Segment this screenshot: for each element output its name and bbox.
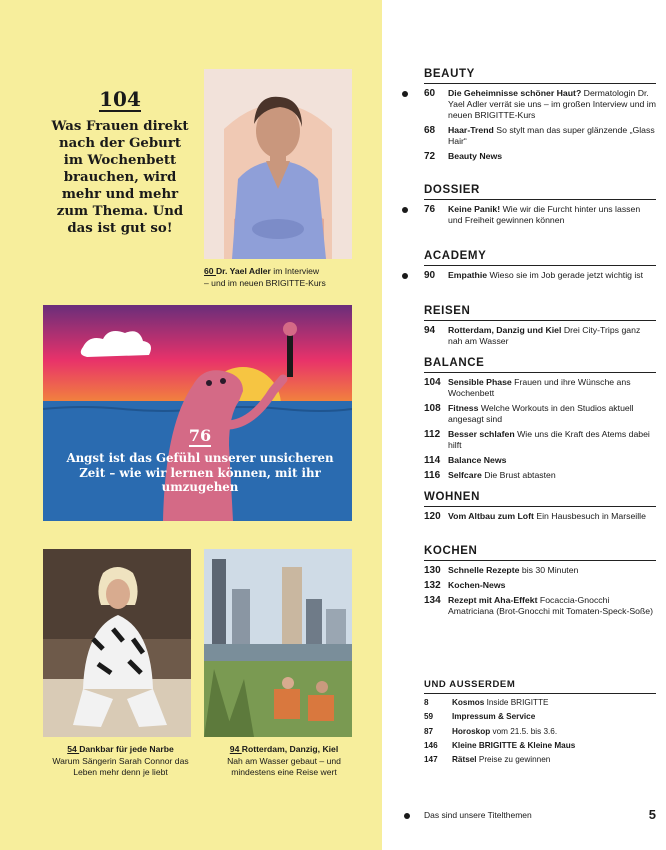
entry-text (448, 88, 656, 121)
entry-description: vom 21.5. bis 3.6. (490, 726, 558, 736)
entry-description: Inside BRIGITTE (484, 698, 549, 707)
rotterdam-body: Nah am Wasser gebaut – und mindestens eine Reise wert (227, 755, 341, 777)
entry-headline: Sensible Phase (448, 377, 512, 387)
fear-overlay-text (60, 426, 340, 495)
entry-headline: Balance News (448, 455, 507, 465)
adler-caption-line2: – und im neuen BRIGITTE-Kurs (204, 277, 326, 288)
toc-entry[interactable] (424, 204, 656, 226)
entry-page-number: 132 (424, 580, 441, 591)
entry-description: Drei City-Trips ganz nah am Wasser (448, 325, 641, 346)
entry-text (448, 580, 505, 591)
adler-page-number: 60 (204, 266, 216, 276)
extra-entry[interactable] (424, 755, 656, 765)
entry-headline: Haar-Trend (448, 125, 494, 135)
entry-text (448, 429, 656, 451)
entry-description: Wieso sie im Job gerade jetzt wichtig ist (487, 270, 644, 280)
toc-entry[interactable] (424, 151, 656, 162)
toc-section (424, 357, 656, 485)
toc-section (424, 491, 656, 526)
entry-description: Focaccia-Gnocchi Amatriciana (Brot-Gnocchi mit Tomaten-Speck-Soße) (448, 595, 654, 616)
entry-headline: Rotterdam, Danzig und Kiel (448, 325, 562, 335)
title-topic-bullet-icon (402, 207, 408, 213)
rotterdam-photo (204, 549, 352, 737)
entry-text (448, 470, 556, 481)
extra-entry[interactable] (424, 712, 656, 722)
entry-text (448, 270, 643, 281)
toc-entry[interactable] (424, 595, 656, 617)
extra-title: UND AUSSERDEM (424, 679, 656, 694)
entry-page-number: 130 (424, 565, 441, 576)
entry-page-number: 94 (424, 325, 436, 336)
entry-headline: Rätsel (452, 755, 477, 765)
toc-entry[interactable] (424, 125, 656, 147)
quote-block (50, 88, 190, 237)
rotterdam-title: Rotterdam, Danzig, Kiel (241, 744, 339, 754)
entry-description: Die Brust abtasten (481, 470, 556, 480)
toc-entry[interactable] (424, 403, 656, 425)
entry-page-number: 108 (424, 403, 441, 414)
extra-entry[interactable] (424, 741, 656, 751)
toc-section (424, 250, 656, 285)
adler-name: Dr. Yael Adler (215, 266, 271, 276)
entry-page-number: 146 (424, 740, 438, 750)
extra-entry[interactable] (424, 698, 656, 708)
toc-entry[interactable] (424, 511, 656, 522)
rotterdam-page-number: 94 (229, 744, 242, 754)
footer-legend: Das sind unsere Titelthemen (424, 810, 532, 820)
entry-description: Dermatologin Dr. Yael Adler verrät sie uns – im großen Interview und im neuen BRIGITTE-Kurs (448, 88, 656, 120)
entry-text (448, 151, 502, 162)
entry-headline: Vom Altbau zum Loft (448, 511, 534, 521)
entry-headline: Kleine BRIGITTE & Kleine Maus (452, 740, 576, 750)
entry-page-number: 112 (424, 429, 441, 440)
entry-page-number: 114 (424, 455, 441, 466)
entry-page-number: 72 (424, 151, 436, 162)
entry-description: Wie wir die Furcht hinter uns lassen und Freiheit gewinnen können (448, 204, 641, 225)
entry-description: Frauen und ihre Wünsche ans Wochenbett (448, 377, 631, 398)
entry-headline: Schnelle Rezepte (448, 565, 520, 575)
connor-title: Dankbar für jede Narbe (79, 744, 174, 754)
entry-text (448, 204, 656, 226)
entry-page-number: 104 (424, 377, 441, 388)
toc-entry[interactable] (424, 455, 656, 466)
connor-body: Warum Sängerin Sarah Connor das Leben mehr denn je liebt (52, 755, 189, 777)
entry-headline: Keine Panik! (448, 204, 501, 214)
entry-text (448, 455, 506, 466)
entry-text (448, 403, 656, 425)
toc-entry[interactable] (424, 325, 656, 347)
extra-section (424, 679, 656, 769)
entry-text (448, 377, 656, 399)
entry-text (448, 595, 656, 617)
entry-page-number: 120 (424, 511, 441, 522)
toc-section (424, 305, 656, 351)
title-topic-bullet-icon (402, 91, 408, 97)
extra-list (424, 698, 656, 765)
toc-entry[interactable] (424, 270, 656, 281)
adler-caption-rest: im Interview (270, 266, 320, 276)
entry-description: bis 30 Minuten (519, 565, 579, 575)
entry-headline: Kosmos (452, 698, 485, 707)
entry-page-number: 76 (424, 204, 436, 215)
entry-description: So stylt man das super glänzende „Glass Hair“ (448, 125, 655, 146)
title-topic-bullet-icon (404, 813, 410, 819)
toc-entry[interactable] (424, 470, 656, 481)
entry-headline: Horoskop (452, 726, 491, 736)
entry-page-number: 87 (424, 726, 434, 736)
entry-headline: Besser schlafen (448, 429, 515, 439)
entry-page-number: 90 (424, 270, 436, 281)
entry-page-number: 8 (424, 698, 429, 707)
entry-page-number: 147 (424, 755, 438, 765)
fear-page-number: 76 (188, 426, 212, 445)
entry-page-number: 116 (424, 470, 441, 481)
entry-text (448, 125, 656, 147)
entry-text (448, 565, 578, 576)
entry-page-number: 68 (424, 125, 436, 136)
entry-text (452, 727, 557, 737)
portrait-photo (204, 69, 352, 259)
section-title: KOCHEN (424, 545, 656, 561)
entry-page-number: 59 (424, 712, 434, 722)
entry-text (448, 325, 656, 347)
rotterdam-caption (204, 744, 364, 779)
page-number: 5 (648, 807, 656, 822)
entry-text (452, 698, 548, 708)
entry-description: Preise zu gewinnen (476, 755, 551, 765)
entry-text (452, 741, 575, 751)
fear-text: Angst ist das Gefühl unserer unsicheren Zeit – wie wir lernen können, mit ihr umzugehen (66, 451, 334, 494)
adler-caption (204, 266, 364, 289)
toc-entry[interactable] (424, 580, 656, 591)
entry-headline: Selfcare (448, 470, 482, 480)
section-title: BEAUTY (424, 68, 656, 84)
entry-page-number: 134 (424, 595, 441, 606)
entry-page-number: 60 (424, 88, 436, 99)
toc-section (424, 184, 656, 230)
toc-entry[interactable] (424, 429, 656, 451)
entry-description: Wie uns die Kraft des Atems dabei hilft (448, 429, 650, 450)
section-title: BALANCE (424, 357, 656, 373)
connor-caption (43, 744, 198, 779)
entry-headline: Beauty News (448, 151, 503, 161)
toc-entry[interactable] (424, 565, 656, 576)
toc-entry[interactable] (424, 377, 656, 399)
entry-text (448, 511, 646, 522)
entry-text (452, 755, 550, 765)
section-title: WOHNEN (424, 491, 656, 507)
entry-headline: Kochen-News (448, 580, 506, 590)
entry-description: Ein Hausbesuch in Marseille (533, 511, 646, 521)
section-title: DOSSIER (424, 184, 656, 200)
section-title: ACADEMY (424, 250, 656, 266)
toc-section (424, 68, 656, 166)
section-title: REISEN (424, 305, 656, 321)
table-of-contents (382, 0, 666, 850)
entry-headline: Impressum & Service (452, 712, 536, 722)
entry-headline: Empathie (448, 270, 488, 280)
extra-entry[interactable] (424, 727, 656, 737)
entry-description: Welche Workouts in den Studios aktuell angesagt sind (448, 403, 634, 424)
quote-page-number: 104 (99, 87, 141, 111)
connor-photo (43, 549, 191, 737)
entry-headline: Rezept mit Aha-Effekt (448, 595, 538, 605)
quote-text: Was Frauen direkt nach der Geburt im Wochenbett brauchen, wird mehr und mehr zum Thema. Und das ist gut so! (51, 119, 189, 236)
connor-page-number: 54 (67, 744, 80, 754)
toc-entry[interactable] (424, 88, 656, 121)
title-topic-bullet-icon (402, 273, 408, 279)
entry-text (452, 712, 535, 722)
toc-section (424, 545, 656, 621)
entry-headline: Die Geheimnisse schöner Haut? (448, 88, 582, 98)
entry-headline: Fitness (448, 403, 479, 413)
